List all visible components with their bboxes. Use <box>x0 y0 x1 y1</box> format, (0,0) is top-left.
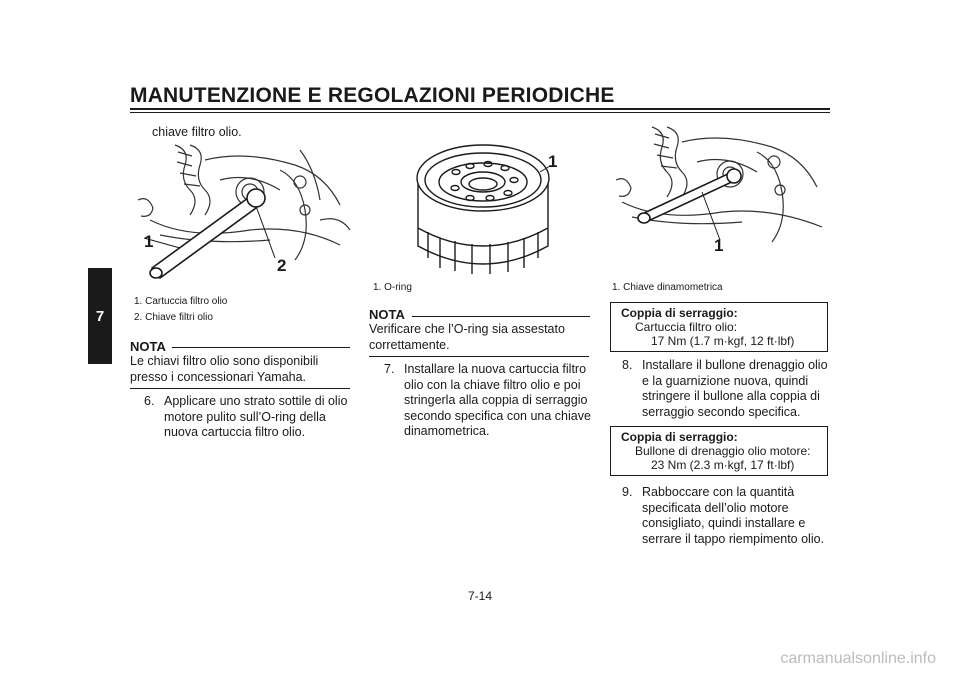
figure-caption: 1. O-ring <box>373 282 412 293</box>
nota-end-rule <box>369 356 589 357</box>
step-number: 8. <box>622 358 633 372</box>
intro-text: chiave filtro olio. <box>152 125 242 139</box>
step-text: Rabboccare con la quantità specificata dell’olio motore consigliato, quindi installare e serrare il tappo riempimento olio. <box>642 485 825 546</box>
nota-rule <box>172 347 350 348</box>
page-number: 7-14 <box>467 589 493 603</box>
step-7 <box>384 362 592 440</box>
step-text: Installare il bullone drenaggio olio e la guarnizione nuova, quindi stringere il bullone alla coppia di serraggio secondo specifica. <box>642 358 828 419</box>
nota-rule <box>412 316 590 317</box>
step-text: Applicare uno strato sottile di olio motore pulito sull’O-ring della nuova cartuccia filtro olio. <box>164 394 348 439</box>
step-number: 7. <box>384 362 395 376</box>
torque-value: 23 Nm (2.3 m·kgf, 17 ft·lbf) <box>651 458 795 472</box>
oil-filter-illustration <box>400 128 590 278</box>
header-rule-thin <box>130 112 830 113</box>
nota-text: Le chiavi filtro olio sono disponibili presso i concessionari Yamaha. <box>130 354 319 384</box>
page-title: MANUTENZIONE E REGOLAZIONI PERIODICHE <box>130 84 615 107</box>
figure-callout: 2 <box>277 256 287 275</box>
torque-title: Coppia di serraggio: <box>621 306 738 320</box>
step-number: 6. <box>144 394 155 408</box>
torque-spec-box <box>610 426 828 476</box>
figure-caption: 1. Cartuccia filtro olio <box>134 296 228 307</box>
nota-end-rule <box>130 388 350 389</box>
torque-item: Cartuccia filtro olio: <box>635 320 738 334</box>
torque-spec-box <box>610 302 828 352</box>
torque-title: Coppia di serraggio: <box>621 430 738 444</box>
header-rule <box>130 108 830 110</box>
watermark: carmanualsonline.info <box>780 650 936 667</box>
step-6 <box>144 394 352 441</box>
step-8 <box>622 358 830 420</box>
nota-label: NOTA <box>130 339 166 354</box>
nota-label: NOTA <box>369 307 405 322</box>
torque-value: 17 Nm (1.7 m·kgf, 12 ft·lbf) <box>651 334 795 348</box>
step-9 <box>622 485 830 547</box>
figure-callout: 1 <box>548 152 558 171</box>
figure-callout: 1 <box>714 236 724 255</box>
chapter-tab: 7 <box>88 268 112 364</box>
wrench-illustration <box>130 140 360 290</box>
step-text: Installare la nuova cartuccia filtro olio con la chiave filtro olio e poi stringerla alla coppia di serraggio secondo specifica con una chiave dinamometrica. <box>404 362 591 438</box>
figure-caption: 1. Chiave dinamometrica <box>612 282 723 293</box>
step-number: 9. <box>622 485 633 499</box>
torque-item: Bullone di drenaggio olio motore: <box>635 444 811 458</box>
figure-callout: 1 <box>144 232 154 251</box>
figure-caption: 2. Chiave filtri olio <box>134 312 213 323</box>
nota-text: Verificare che l’O-ring sia assestato correttamente. <box>369 322 565 352</box>
